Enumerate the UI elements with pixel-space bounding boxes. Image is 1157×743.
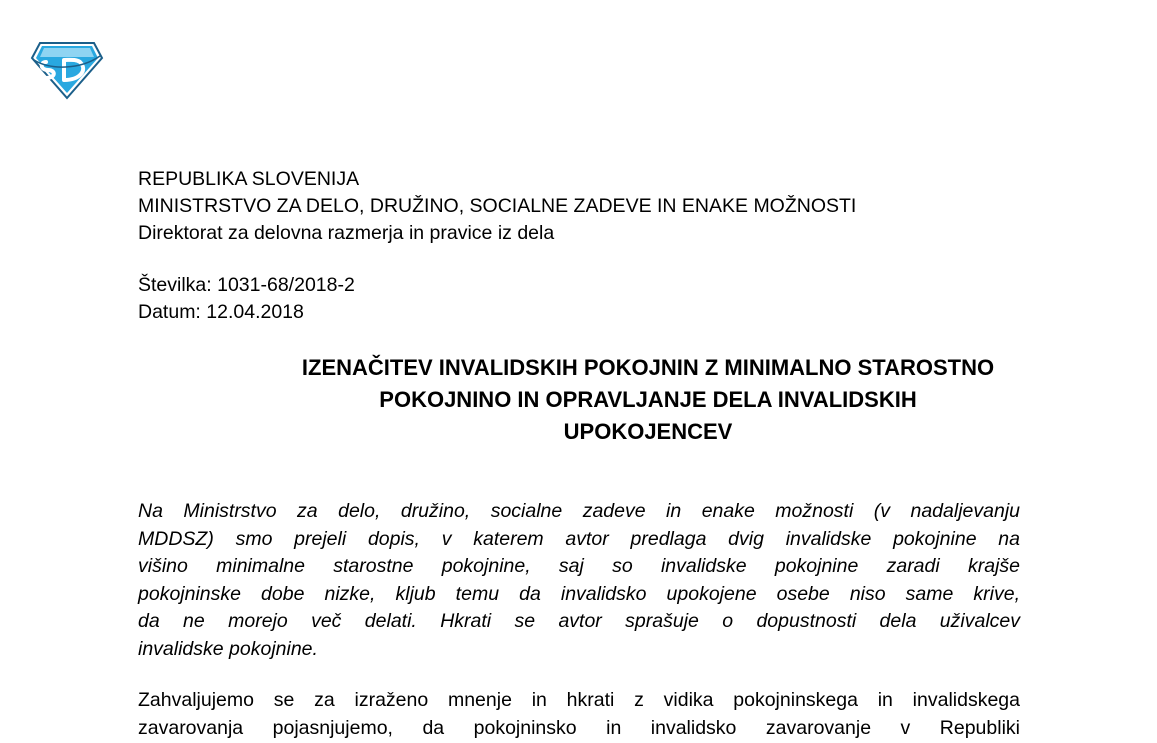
paragraph-line: da ne morejo več delati. Hkrati se avtor sprašuje o dopustnosti dela uživalcev — [138, 610, 1020, 632]
paragraph-line: Na Ministrstvo za delo, družino, socialne zadeve in enake možnosti (v nadaljevanju — [138, 500, 1020, 522]
document-title — [138, 352, 1157, 448]
paragraph-line: zavarovanja pojasnjujemo, da pokojninsko in invalidsko zavarovanje v Republiki — [138, 716, 1020, 739]
sd-diamond-logo-icon — [30, 40, 104, 100]
title-line: IZENAČITEV INVALIDSKIH POKOJNIN Z MINIMALNO STAROSTNO — [301, 355, 995, 380]
document-date: Datum: 12.04.2018 — [138, 301, 304, 323]
paragraph-line: višino minimalne starostne pokojnine, saj so invalidske pokojnine zaradi krajše — [138, 555, 1020, 577]
title-line: UPOKOJENCEV — [563, 419, 733, 444]
letterhead — [138, 166, 856, 247]
response-paragraph — [138, 687, 1020, 742]
document-number: Številka: 1031-68/2018-2 — [138, 274, 355, 296]
title-line: POKOJNINO IN OPRAVLJANJE DELA INVALIDSKIH — [379, 387, 917, 412]
country-name: REPUBLIKA SLOVENIJA — [138, 168, 360, 190]
paragraph-line: invalidske pokojnine. — [138, 637, 318, 660]
paragraph-line: pokojninske dobe nizke, kljub temu da invalidsko upokojene osebe niso same krive, — [138, 582, 1020, 605]
intro-paragraph — [138, 498, 1020, 663]
directorate-name: Direktorat za delovna razmerja in pravice iz dela — [138, 222, 555, 244]
document-reference — [138, 272, 355, 326]
paragraph-line: Zahvaljujemo se za izraženo mnenje in hkrati z vidika pokojninskega in invalidskega — [138, 689, 1020, 711]
ministry-name: MINISTRSTVO ZA DELO, DRUŽINO, SOCIALNE ZADEVE IN ENAKE MOŽNOSTI — [138, 195, 857, 217]
paragraph-line: MDDSZ) smo prejeli dopis, v katerem avtor predlaga dvig invalidske pokojnine na — [138, 527, 1020, 550]
